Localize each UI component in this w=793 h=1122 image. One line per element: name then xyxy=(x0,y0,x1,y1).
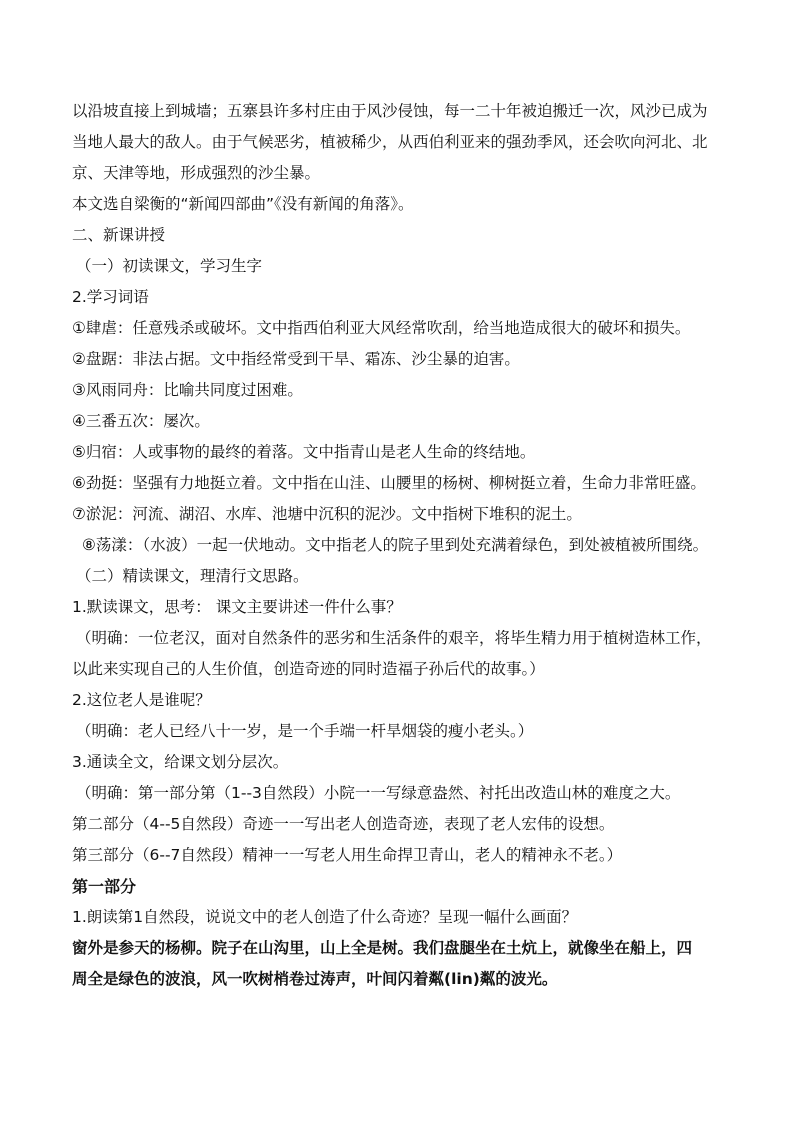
vocab-item: ⑤归宿：人或事物的最终的着落。文中指青山是老人生命的终结地。 xyxy=(72,443,536,461)
paragraph-line: 京、天津等地，形成强烈的沙尘暴。 xyxy=(72,164,321,182)
vocab-item: ④三番五次：屡次。 xyxy=(72,412,210,430)
answer-line: （明确：第一部分第（1--3自然段）小院一一写绿意盎然、衬托出改造山林的难度之大。 xyxy=(76,784,681,802)
subsection-heading: （一）初读课文，学习生字 xyxy=(76,257,263,275)
vocab-item: ①肆虐：任意残杀或破坏。文中指西伯利亚大风经常吹刮，给当地造成很大的破坏和损失。 xyxy=(72,319,691,337)
answer-line: 第二部分（4--5自然段）奇迹一一写出老人创造奇迹，表现了老人宏伟的设想。 xyxy=(72,815,615,833)
subsection-heading: （二）精读课文，理清行文思路。 xyxy=(76,567,309,585)
vocab-item: ③风雨同舟：比喻共同度过困难。 xyxy=(72,381,303,399)
answer-line: 第三部分（6--7自然段）精神一一写老人用生命捍卫青山，老人的精神永不老。） xyxy=(72,846,623,864)
part-heading: 第一部分 xyxy=(72,877,137,896)
answer-line: （明确：一位老汉，面对自然条件的恶劣和生活条件的艰辛，将毕生精力用于植树造林工作， xyxy=(76,629,712,647)
question: 1.朗读第1自然段，说说文中的老人创造了什么奇迹？呈现一幅什么画面？ xyxy=(72,908,578,926)
quoted-passage-line: 窗外是参天的杨柳。院子在山沟里，山上全是树。我们盘腿坐在土炕上，就像坐在船上，四 xyxy=(72,939,693,957)
source-note: 本文选自梁衡的“新闻四部曲”《没有新闻的角落》。 xyxy=(72,195,414,213)
paragraph-line: 以沿坡直接上到城墙；五寨县许多村庄由于风沙侵蚀，每一二十年被迫搬迁一次，风沙已成为 xyxy=(72,102,708,120)
vocab-item: ⑧荡漾：（水波）一起一伏地动。文中指老人的院子里到处充满着绿色，到处被植被所围绕。 xyxy=(82,536,709,554)
answer-line: （明确：老人已经八十一岁，是一个手端一杆旱烟袋的瘦小老头。） xyxy=(76,722,534,740)
question: 3.通读全文，给课文划分层次。 xyxy=(72,753,289,771)
vocab-item: ②盘踞：非法占据。文中指经常受到干旱、霜冻、沙尘暴的迫害。 xyxy=(72,350,520,368)
quoted-passage-line: 周全是绿色的波浪，风一吹树梢卷过涛声，叶间闪着粼(lin)粼的波光。 xyxy=(72,970,558,988)
vocab-item: ⑥劲挺：坚强有力地挺立着。文中指在山洼、山腰里的杨树、柳树挺立着，生命力非常旺盛。 xyxy=(72,474,706,492)
question: 1.默读课文，思考： 课文主要讲述一件什么事？ xyxy=(72,598,402,616)
answer-line: 以此来实现自己的人生价值，创造奇迹的同时造福子孙后代的故事。） xyxy=(72,660,545,678)
document-body xyxy=(72,96,732,995)
question: 2.这位老人是谁呢？ xyxy=(72,691,211,709)
paragraph-line: 当地人最大的敌人。由于气候恶劣，植被稀少，从西伯利亚来的强劲季风，还会吹向河北、北 xyxy=(72,133,708,151)
item-heading: 2.学习词语 xyxy=(72,288,149,306)
section-heading: 二、新课讲授 xyxy=(72,226,166,244)
vocab-item: ⑦淤泥：河流、湖沼、水库、池塘中沉积的泥沙。文中指树下堆积的泥土。 xyxy=(72,505,582,523)
